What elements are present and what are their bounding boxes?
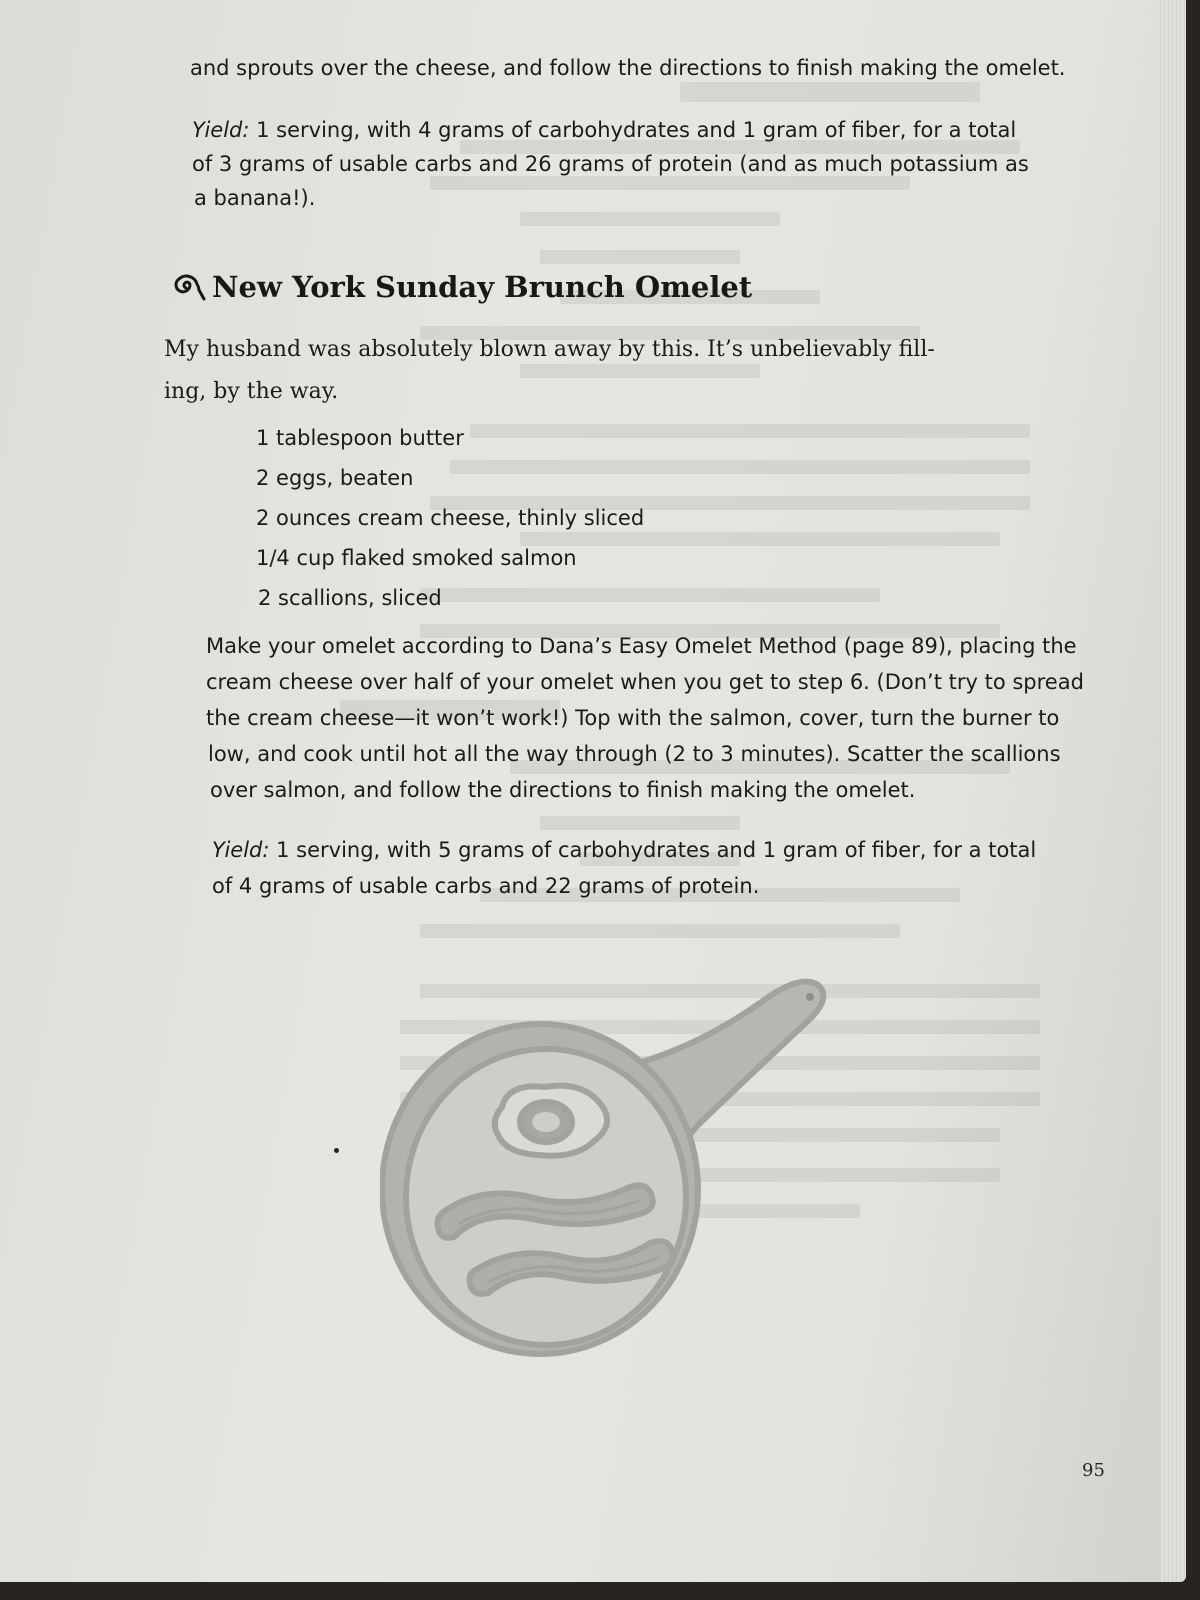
spiral-ornament-icon xyxy=(166,271,206,303)
ingredient-item: 1 tablespoon butter xyxy=(256,426,464,450)
previous-yield-line: a banana!). xyxy=(194,186,316,210)
ingredient-item: 2 ounces cream cheese, thinly sliced xyxy=(256,506,645,530)
recipe-yield-line: of 4 grams of usable carbs and 22 grams of protein. xyxy=(212,874,760,898)
ingredient-item: 2 eggs, beaten xyxy=(256,466,414,490)
recipe-intro-line: My husband was absolutely blown away by this. It’s unbelievably fill- xyxy=(164,337,935,362)
method-line: over salmon, and follow the directions to finish making the omelet. xyxy=(210,778,916,802)
yield-text: 1 serving, with 4 grams of carbohydrates and 1 gram of fiber, for a total xyxy=(249,118,1017,142)
page-edge xyxy=(1160,0,1186,1582)
method-line: Make your omelet according to Dana’s Easy Omelet Method (page 89), placing the xyxy=(206,634,1077,658)
frying-pan-egg-bacon-icon xyxy=(380,975,880,1395)
method-line: the cream cheese—it won’t work!) Top with the salmon, cover, turn the burner to xyxy=(206,706,1060,730)
method-line: low, and cook until hot all the way through (2 to 3 minutes). Scatter the scallions xyxy=(208,742,1061,766)
recipe-intro-line: ing, by the way. xyxy=(164,379,339,404)
recipe-title-text: New York Sunday Brunch Omelet xyxy=(212,270,753,304)
yield-label: Yield: xyxy=(192,118,250,142)
previous-yield-line: of 3 grams of usable carbs and 26 grams of protein (and as much potassium as xyxy=(192,152,1029,176)
recipe-title xyxy=(166,270,752,304)
ingredient-item: 1/4 cup flaked smoked salmon xyxy=(256,546,577,570)
yield-text: 1 serving, with 5 grams of carbohydrates and 1 gram of fiber, for a total xyxy=(269,838,1037,862)
page-number: 95 xyxy=(1082,1460,1105,1481)
recipe-yield-line xyxy=(212,832,1036,868)
previous-yield-line xyxy=(192,112,1016,148)
ink-speck xyxy=(334,1148,339,1153)
method-line: cream cheese over half of your omelet when you get to step 6. (Don’t try to spread xyxy=(206,670,1084,694)
ingredient-item: 2 scallions, sliced xyxy=(258,586,442,610)
yield-label: Yield: xyxy=(212,838,270,862)
continuation-text-line: and sprouts over the cheese, and follow the directions to finish making the omelet. xyxy=(190,56,1066,80)
